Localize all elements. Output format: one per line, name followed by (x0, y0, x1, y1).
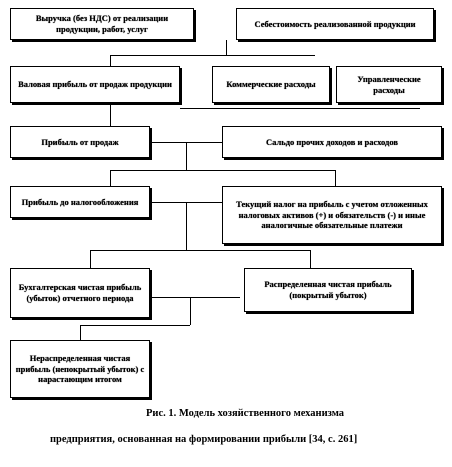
node-retained-profit: Нераспределенная чистая прибыль (непокрытый убыток) с нарастающим итогом (10, 340, 150, 398)
connector-tax-drop (335, 170, 336, 186)
connector-row1-horizontal (110, 55, 315, 56)
node-cost: Себестоимость реализованной продукции (236, 8, 434, 40)
connector-pretax-drop (110, 170, 111, 186)
connector-row2-horizontal (180, 108, 420, 109)
node-distributed-profit: Распределенная чистая прибыль (покрытый убыток) (244, 268, 412, 312)
connector-row3-down (186, 142, 187, 170)
node-gross-profit: Валовая прибыль от продаж продукции (10, 66, 180, 103)
connector-accounting-drop (90, 250, 91, 268)
node-accounting-profit: Бухгалтерская чистая прибыль (убыток) отчетного периода (10, 268, 150, 318)
figure-caption-line1: Рис. 1. Модель хозяйственного механизма (146, 408, 345, 419)
connector-distributed-drop (310, 250, 311, 268)
connector-row1-down (226, 40, 227, 55)
connector-row6-horizontal (90, 250, 310, 251)
connector-row8-horizontal (80, 325, 190, 326)
connector-row7-down (190, 297, 191, 325)
node-sales-profit: Прибыль от продаж (10, 126, 150, 158)
connector-gross-drop (110, 103, 111, 126)
figure-caption-line2: предприятия, основанная на формировании прибыли [34, с. 261] (50, 434, 358, 445)
connector-revenue-drop (110, 55, 111, 66)
connector-row4-horizontal (110, 170, 335, 171)
connector-retained-drop (80, 325, 81, 340)
node-tax: Текущий налог на прибыль с учетом отложенных налоговых активов (+) и обязательств (-) и иные аналогичные обязательные платежи (222, 186, 442, 244)
node-admin-expenses: Управленческие расходы (336, 66, 442, 103)
connector-row5-down (186, 202, 187, 250)
node-commercial-expenses: Коммерческие расходы (212, 66, 330, 103)
node-revenue: Выручка (без НДС) от реализации продукции, работ, услуг (10, 8, 194, 40)
node-other-balance: Сальдо прочих доходов и расходов (222, 126, 442, 158)
connector-row7-horizontal (150, 297, 240, 298)
node-pretax-profit: Прибыль до налогообложения (10, 186, 150, 218)
